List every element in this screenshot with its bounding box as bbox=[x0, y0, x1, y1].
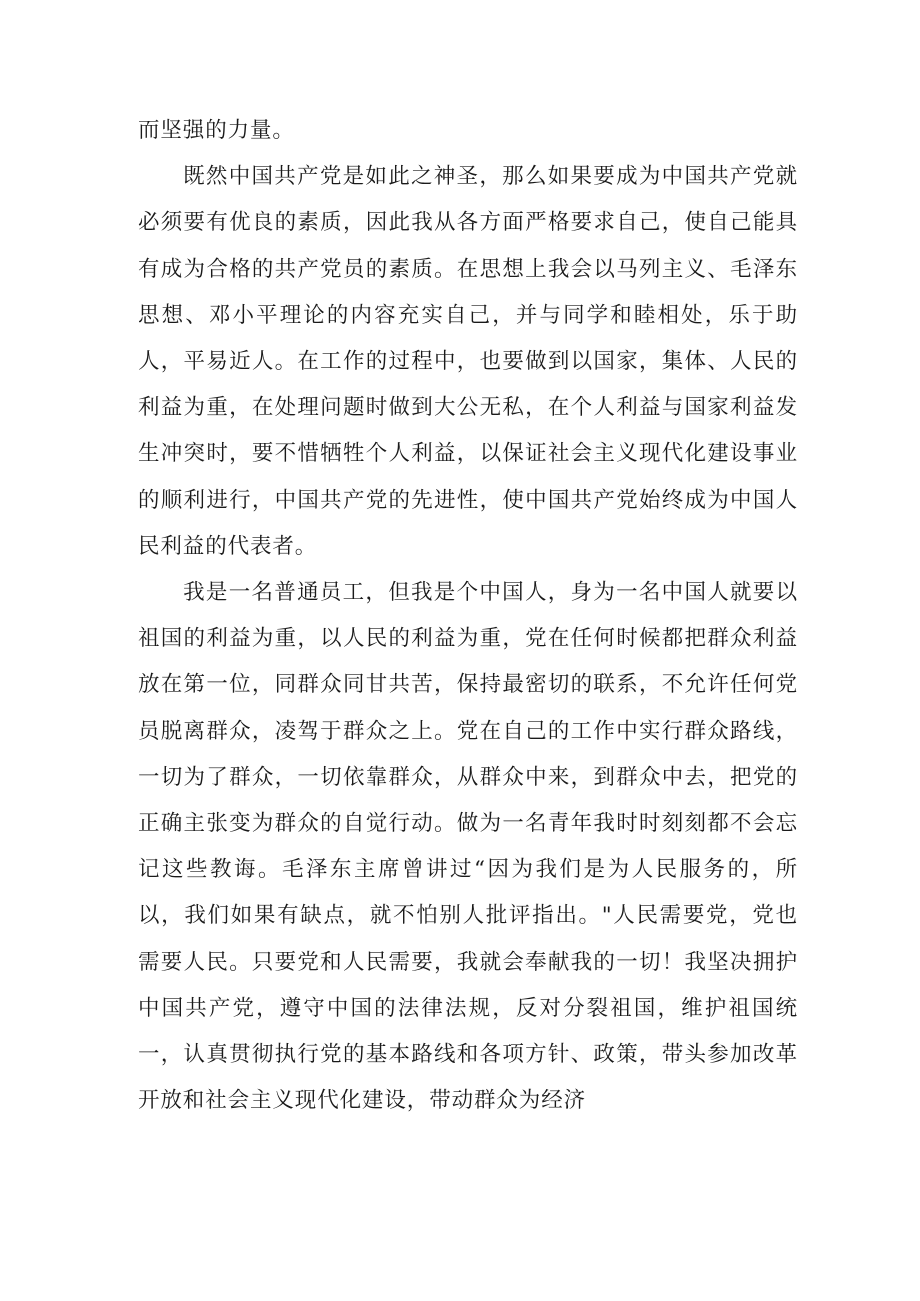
paragraph-2: 既然中国共产党是如此之神圣，那么如果要成为中国共产党就必须要有优良的素质，因此我从各方面严格要求自己，使自己能具有成为合格的共产党员的素质。在思想上我会以马列主义、毛泽东思想、邓小平理论的内容充实自己，并与同学和睦相处，乐于助人，平易近人。在工作的过程中，也要做到以国家，集体、人民的利益为重，在处理问题时做到大公无私，在个人利益与国家利益发生冲突时，要不惜牺牲个人利益，以保证社会主义现代化建设事业的顺利进行，中国共产党的先进性，使中国共产党始终成为中国人民利益的代表者。 bbox=[138, 164, 798, 559]
paragraph-1: 而坚强的力量。 bbox=[138, 118, 295, 143]
document-body bbox=[138, 108, 798, 1124]
paragraph-3: 我是一名普通员工，但我是个中国人，身为一名中国人就要以祖国的利益为重，以人民的利益为重，党在任何时候都把群众利益放在第一位，同群众同甘共苦，保持最密切的联系，不允许任何党员脱离群众，凌驾于群众之上。党在自己的工作中实行群众路线，一切为了群众，一切依靠群众，从群众中来，到群众中去，把党的正确主张变为群众的自觉行动。做为一名青年我时时刻刻都不会忘记这些教诲。毛泽东主席曾讲过“因为我们是为人民服务的，所以，我们如果有缺点，就不怕别人批评指出。"人民需要党，党也需要人民。只要党和人民需要，我就会奉献我的一切！我坚决拥护中国共产党，遵守中国的法律法规，反对分裂祖国，维护祖国统一，认真贯彻执行党的基本路线和各项方针、政策，带头参加改革开放和社会主义现代化建设，带动群众为经济 bbox=[138, 580, 798, 1114]
